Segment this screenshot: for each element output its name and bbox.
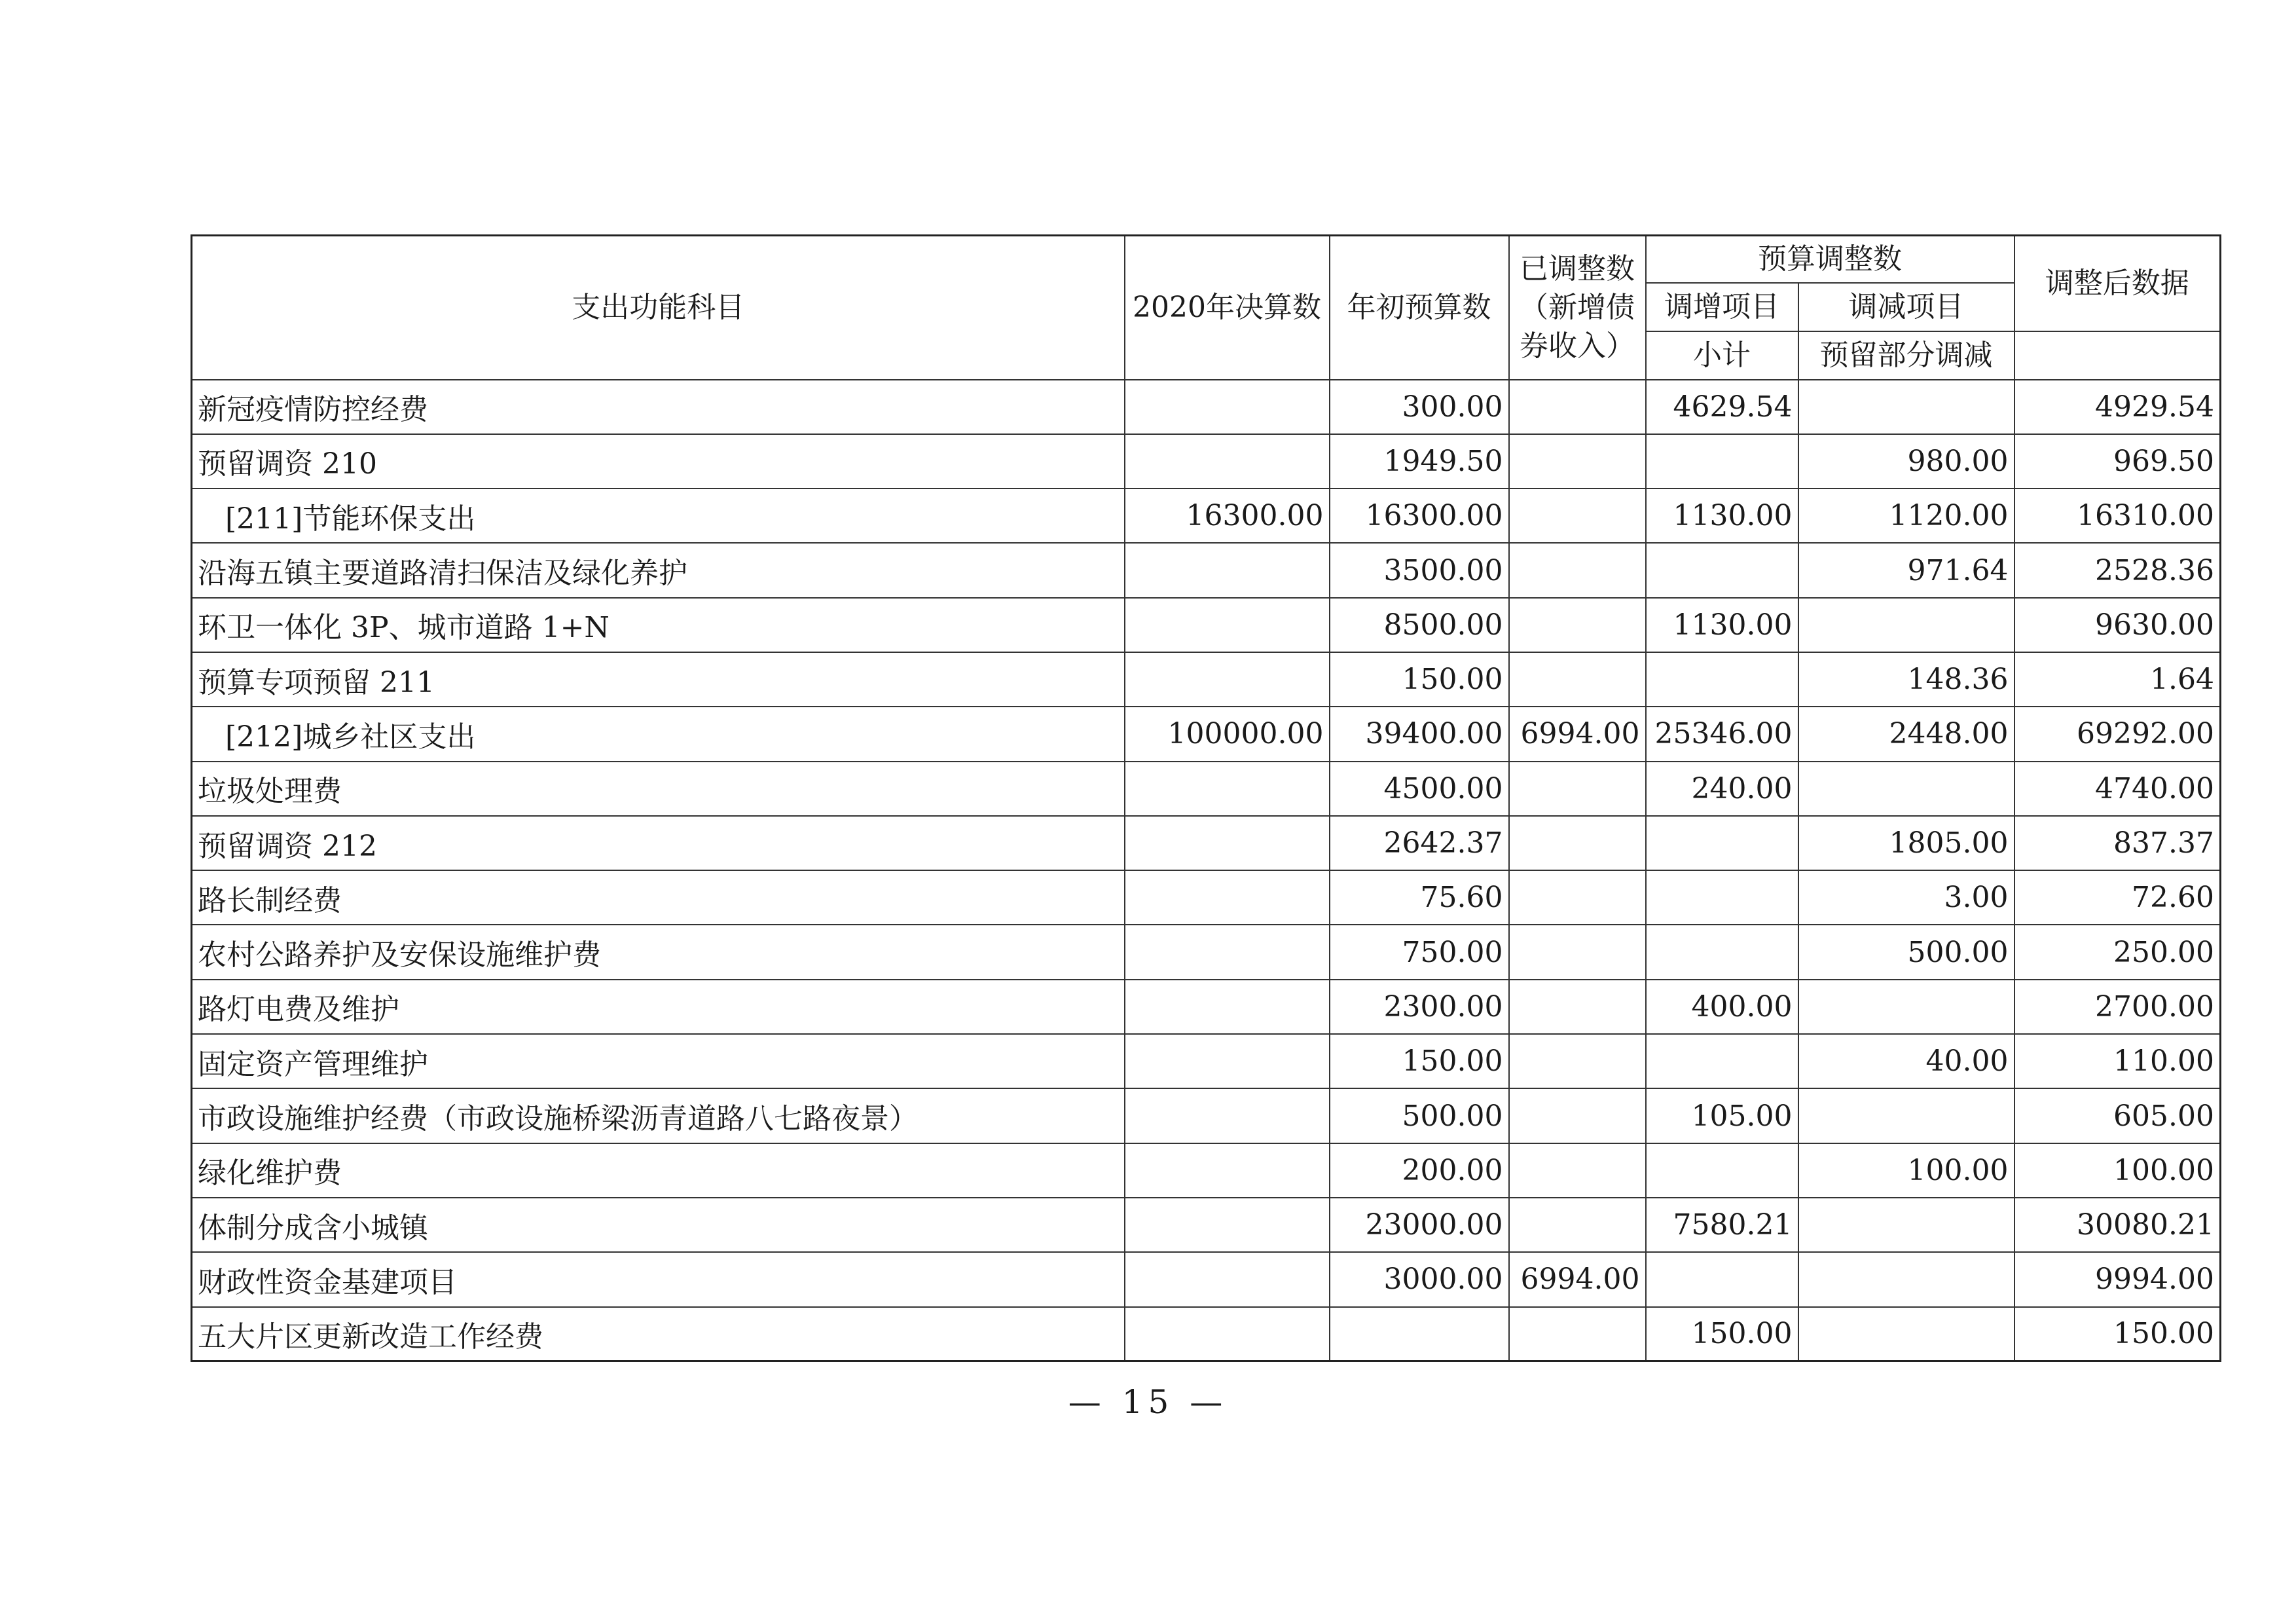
row-initial: 39400.00 bbox=[1330, 707, 1509, 761]
row-after: 100.00 bbox=[2014, 1143, 2221, 1198]
row-initial: 4500.00 bbox=[1330, 762, 1509, 816]
row-increase: 240.00 bbox=[1646, 762, 1798, 816]
row-decrease: 2448.00 bbox=[1798, 707, 2014, 761]
row-initial: 1949.50 bbox=[1330, 434, 1509, 489]
row-adjusted bbox=[1509, 489, 1646, 543]
row-after: 110.00 bbox=[2014, 1034, 2221, 1088]
row-adjusted bbox=[1509, 434, 1646, 489]
row-name: 市政设施维护经费（市政设施桥梁沥青道路八七路夜景） bbox=[192, 1088, 1125, 1143]
row-initial: 23000.00 bbox=[1330, 1198, 1509, 1252]
row-increase: 105.00 bbox=[1646, 1088, 1798, 1143]
row-final-2020 bbox=[1125, 816, 1330, 870]
row-initial: 150.00 bbox=[1330, 652, 1509, 707]
header-adjusted-line3: 券收入） bbox=[1520, 329, 1635, 363]
table-row bbox=[192, 598, 2221, 652]
row-adjusted bbox=[1509, 598, 1646, 652]
row-initial: 8500.00 bbox=[1330, 598, 1509, 652]
row-decrease: 40.00 bbox=[1798, 1034, 2014, 1088]
header-budget-adjust: 预算调整数 bbox=[1646, 236, 2014, 283]
row-adjusted bbox=[1509, 762, 1646, 816]
row-decrease: 100.00 bbox=[1798, 1143, 2014, 1198]
header-subject: 支出功能科目 bbox=[192, 236, 1125, 380]
row-adjusted: 6994.00 bbox=[1509, 1252, 1646, 1306]
header-after-blank bbox=[2014, 331, 2221, 380]
header-initial-budget: 年初预算数 bbox=[1330, 236, 1509, 380]
row-after: 4929.54 bbox=[2014, 380, 2221, 434]
row-initial bbox=[1330, 1307, 1509, 1361]
table-row bbox=[192, 980, 2221, 1034]
row-decrease: 980.00 bbox=[1798, 434, 2014, 489]
row-name: 预算专项预留 211 bbox=[192, 652, 1125, 707]
row-initial: 75.60 bbox=[1330, 870, 1509, 925]
row-after: 837.37 bbox=[2014, 816, 2221, 870]
row-adjusted bbox=[1509, 1198, 1646, 1252]
row-name: 五大片区更新改造工作经费 bbox=[192, 1307, 1125, 1361]
row-final-2020 bbox=[1125, 1034, 1330, 1088]
row-after: 250.00 bbox=[2014, 925, 2221, 979]
row-name: 路灯电费及维护 bbox=[192, 980, 1125, 1034]
header-subtotal: 小计 bbox=[1646, 331, 1798, 380]
row-adjusted bbox=[1509, 543, 1646, 597]
row-final-2020 bbox=[1125, 380, 1330, 434]
row-final-2020 bbox=[1125, 1198, 1330, 1252]
page-number: — 15 — bbox=[1068, 1383, 1228, 1421]
row-increase: 7580.21 bbox=[1646, 1198, 1798, 1252]
row-adjusted bbox=[1509, 1143, 1646, 1198]
header-after-adjust: 调整后数据 bbox=[2014, 236, 2221, 331]
row-initial: 750.00 bbox=[1330, 925, 1509, 979]
row-adjusted: 6994.00 bbox=[1509, 707, 1646, 761]
row-increase: 25346.00 bbox=[1646, 707, 1798, 761]
row-after: 16310.00 bbox=[2014, 489, 2221, 543]
row-final-2020 bbox=[1125, 925, 1330, 979]
row-final-2020 bbox=[1125, 598, 1330, 652]
row-initial: 3500.00 bbox=[1330, 543, 1509, 597]
row-increase: 400.00 bbox=[1646, 980, 1798, 1034]
row-name: 绿化维护费 bbox=[192, 1143, 1125, 1198]
row-increase bbox=[1646, 1143, 1798, 1198]
table-row-category bbox=[192, 707, 2221, 761]
table-row bbox=[192, 1088, 2221, 1143]
row-increase bbox=[1646, 870, 1798, 925]
row-decrease bbox=[1798, 1088, 2014, 1143]
row-initial: 300.00 bbox=[1330, 380, 1509, 434]
row-initial: 200.00 bbox=[1330, 1143, 1509, 1198]
row-after: 605.00 bbox=[2014, 1088, 2221, 1143]
row-adjusted bbox=[1509, 816, 1646, 870]
budget-table bbox=[191, 234, 2221, 1362]
row-after: 2700.00 bbox=[2014, 980, 2221, 1034]
row-decrease: 3.00 bbox=[1798, 870, 2014, 925]
row-name: 路长制经费 bbox=[192, 870, 1125, 925]
row-increase bbox=[1646, 816, 1798, 870]
row-final-2020 bbox=[1125, 1143, 1330, 1198]
row-adjusted bbox=[1509, 380, 1646, 434]
row-initial: 2642.37 bbox=[1330, 816, 1509, 870]
row-final-2020 bbox=[1125, 434, 1330, 489]
row-adjusted bbox=[1509, 652, 1646, 707]
row-final-2020 bbox=[1125, 652, 1330, 707]
row-final-2020 bbox=[1125, 1307, 1330, 1361]
row-initial: 16300.00 bbox=[1330, 489, 1509, 543]
header-increase: 调增项目 bbox=[1646, 283, 1798, 331]
row-adjusted bbox=[1509, 980, 1646, 1034]
header-adjusted bbox=[1509, 236, 1646, 380]
row-after: 4740.00 bbox=[2014, 762, 2221, 816]
table-row bbox=[192, 652, 2221, 707]
row-name: 新冠疫情防控经费 bbox=[192, 380, 1125, 434]
row-initial: 2300.00 bbox=[1330, 980, 1509, 1034]
row-initial: 150.00 bbox=[1330, 1034, 1509, 1088]
row-name: 沿海五镇主要道路清扫保洁及绿化养护 bbox=[192, 543, 1125, 597]
row-name: 固定资产管理维护 bbox=[192, 1034, 1125, 1088]
row-name: [212]城乡社区支出 bbox=[192, 707, 1125, 761]
row-increase bbox=[1646, 652, 1798, 707]
row-final-2020 bbox=[1125, 543, 1330, 597]
table-row bbox=[192, 1198, 2221, 1252]
row-name: 财政性资金基建项目 bbox=[192, 1252, 1125, 1306]
row-after: 2528.36 bbox=[2014, 543, 2221, 597]
row-adjusted bbox=[1509, 1088, 1646, 1143]
row-name: [211]节能环保支出 bbox=[192, 489, 1125, 543]
table-row bbox=[192, 1307, 2221, 1361]
row-increase bbox=[1646, 543, 1798, 597]
row-final-2020: 100000.00 bbox=[1125, 707, 1330, 761]
table-row bbox=[192, 1252, 2221, 1306]
row-name: 预留调资 212 bbox=[192, 816, 1125, 870]
row-name: 预留调资 210 bbox=[192, 434, 1125, 489]
row-decrease: 500.00 bbox=[1798, 925, 2014, 979]
row-final-2020 bbox=[1125, 980, 1330, 1034]
table-row bbox=[192, 762, 2221, 816]
table-row bbox=[192, 380, 2221, 434]
row-final-2020 bbox=[1125, 870, 1330, 925]
row-increase bbox=[1646, 1252, 1798, 1306]
table-row bbox=[192, 925, 2221, 979]
row-after: 30080.21 bbox=[2014, 1198, 2221, 1252]
row-name: 垃圾处理费 bbox=[192, 762, 1125, 816]
row-adjusted bbox=[1509, 925, 1646, 979]
header-adjusted-line1: 已调整数 bbox=[1520, 251, 1635, 286]
row-after: 150.00 bbox=[2014, 1307, 2221, 1361]
row-increase: 1130.00 bbox=[1646, 598, 1798, 652]
row-after: 969.50 bbox=[2014, 434, 2221, 489]
row-after: 9994.00 bbox=[2014, 1252, 2221, 1306]
row-final-2020 bbox=[1125, 762, 1330, 816]
row-decrease: 1805.00 bbox=[1798, 816, 2014, 870]
header-reserved-decrease: 预留部分调减 bbox=[1798, 331, 2014, 380]
row-decrease bbox=[1798, 1252, 2014, 1306]
row-decrease bbox=[1798, 1307, 2014, 1361]
row-decrease: 971.64 bbox=[1798, 543, 2014, 597]
row-decrease bbox=[1798, 980, 2014, 1034]
row-increase: 1130.00 bbox=[1646, 489, 1798, 543]
row-increase: 4629.54 bbox=[1646, 380, 1798, 434]
row-final-2020 bbox=[1125, 1088, 1330, 1143]
row-final-2020 bbox=[1125, 1252, 1330, 1306]
row-decrease: 1120.00 bbox=[1798, 489, 2014, 543]
row-decrease bbox=[1798, 598, 2014, 652]
row-increase bbox=[1646, 925, 1798, 979]
row-name: 农村公路养护及安保设施维护费 bbox=[192, 925, 1125, 979]
row-decrease bbox=[1798, 762, 2014, 816]
row-adjusted bbox=[1509, 870, 1646, 925]
row-after: 1.64 bbox=[2014, 652, 2221, 707]
table-row bbox=[192, 434, 2221, 489]
row-decrease: 148.36 bbox=[1798, 652, 2014, 707]
row-increase: 150.00 bbox=[1646, 1307, 1798, 1361]
row-final-2020: 16300.00 bbox=[1125, 489, 1330, 543]
row-name: 体制分成含小城镇 bbox=[192, 1198, 1125, 1252]
row-decrease bbox=[1798, 380, 2014, 434]
row-name: 环卫一体化 3P、城市道路 1+N bbox=[192, 598, 1125, 652]
row-initial: 500.00 bbox=[1330, 1088, 1509, 1143]
row-increase bbox=[1646, 1034, 1798, 1088]
table-row-category bbox=[192, 489, 2221, 543]
table-row bbox=[192, 1034, 2221, 1088]
row-adjusted bbox=[1509, 1307, 1646, 1361]
row-decrease bbox=[1798, 1198, 2014, 1252]
row-after: 69292.00 bbox=[2014, 707, 2221, 761]
table-row bbox=[192, 543, 2221, 597]
table-row bbox=[192, 1143, 2221, 1198]
row-adjusted bbox=[1509, 1034, 1646, 1088]
row-after: 9630.00 bbox=[2014, 598, 2221, 652]
header-decrease: 调减项目 bbox=[1798, 283, 2014, 331]
table-row bbox=[192, 870, 2221, 925]
row-initial: 3000.00 bbox=[1330, 1252, 1509, 1306]
row-increase bbox=[1646, 434, 1798, 489]
table-row bbox=[192, 816, 2221, 870]
header-final-2020: 2020年决算数 bbox=[1125, 236, 1330, 380]
header-adjusted-line2: （新增债 bbox=[1520, 291, 1635, 325]
row-after: 72.60 bbox=[2014, 870, 2221, 925]
